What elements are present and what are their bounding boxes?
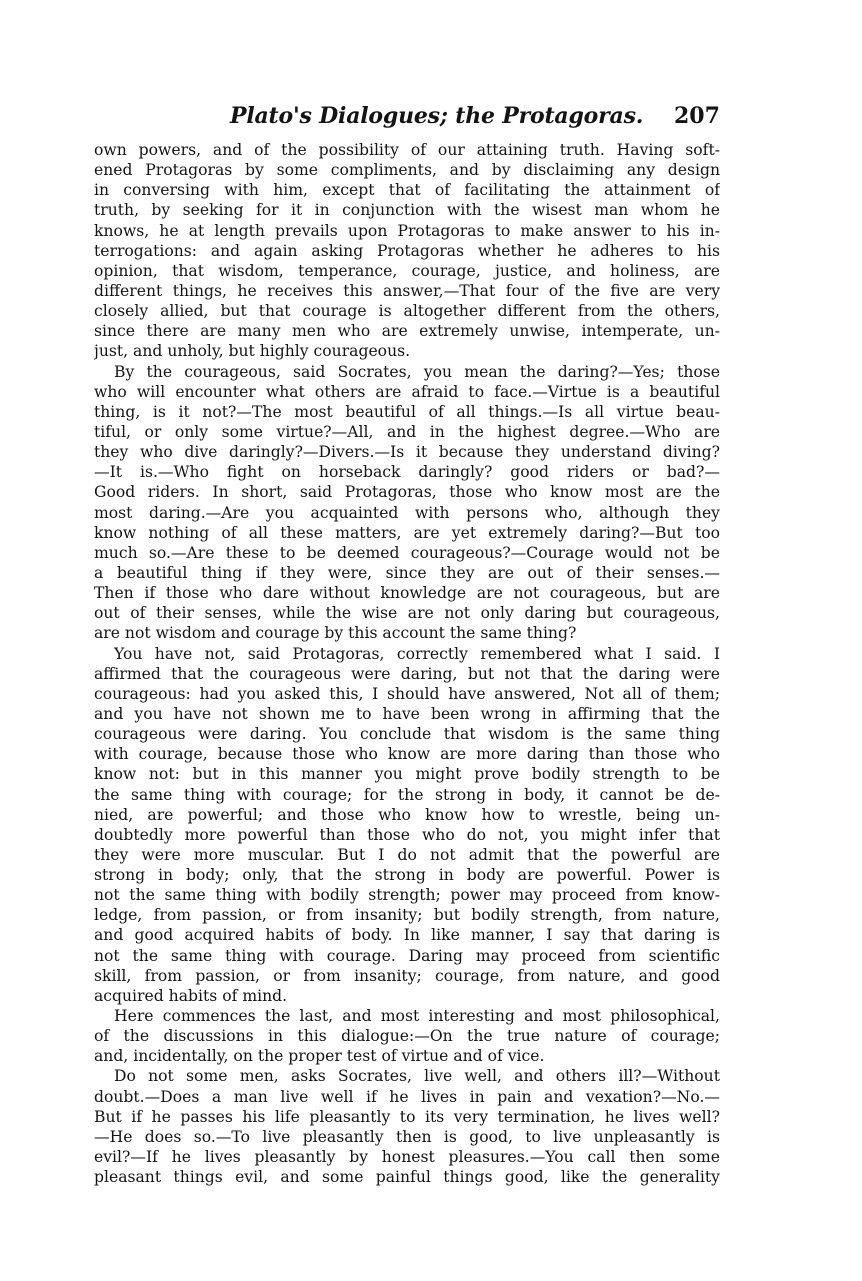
text-line: courageous were daring. You conclude that wisdom is the same thing <box>94 725 720 744</box>
text-line: pleasant things evil, and some painful things good, like the generality <box>94 1168 720 1187</box>
text-line: opinion, that wisdom, temperance, courage, justice, and holiness, are <box>94 261 720 280</box>
text-line: and, incidentally, on the proper test of virtue and of vice. <box>94 1047 545 1066</box>
text-line: strong in body; only, that the strong in body are powerful. Power is <box>94 866 720 885</box>
text-line: acquired habits of mind. <box>94 986 288 1005</box>
text-line: just, and unholy, but highly courageous. <box>94 342 411 361</box>
text-line: Good riders. In short, said Protagoras, those who know most are the <box>94 483 720 502</box>
text-line: Here commences the last, and most interesting and most philosophical, <box>114 1007 720 1026</box>
text-line: skill, from passion, or from insanity; courage, from nature, and good <box>94 966 720 985</box>
text-line: thing, is it not?—The most beautiful of all things.—Is all virtue beau- <box>94 402 720 421</box>
text-line: who will encounter what others are afraid to face.—Virtue is a beautiful <box>94 382 720 401</box>
text-line: of the discussions in this dialogue:—On the true nature of courage; <box>94 1027 720 1046</box>
text-line: closely allied, but that courage is altogether different from the others, <box>94 302 720 321</box>
text-line: But if he passes his life pleasantly to its very termination, he lives well? <box>94 1107 720 1126</box>
text-line: out of their senses, while the wise are not only daring but courageous, <box>94 604 720 623</box>
text-line: with courage, because those who know are more daring than those who <box>94 745 720 764</box>
text-line: they who dive daringly?—Divers.—Is it because they understand diving? <box>94 443 720 462</box>
text-line: Do not some men, asks Socrates, live well, and others ill?—Without <box>114 1067 720 1086</box>
text-line: not the same thing with bodily strength; power may proceed from know- <box>94 886 720 905</box>
text-line: doubt.—Does a man live well if he lives in pain and vexation?—No.— <box>94 1087 720 1106</box>
text-line: in conversing with him, except that of facilitating the attainment of <box>94 181 720 200</box>
text-line: evil?—If he lives pleasantly by honest pleasures.—You call then some <box>94 1148 720 1167</box>
text-line: and good acquired habits of body. In like manner, I say that daring is <box>94 926 720 945</box>
text-line: knows, he at length prevails upon Protagoras to make answer to his in- <box>94 221 720 240</box>
text-line: terrogations: and again asking Protagoras whether he adheres to his <box>94 241 720 260</box>
text-line: most daring.—Are you acquainted with persons who, although they <box>94 503 720 522</box>
text-line: Then if those who dare without knowledge are not courageous, but are <box>94 584 720 603</box>
text-line: truth, by seeking for it in conjunction with the wisest man whom he <box>94 201 720 220</box>
text-line: are not wisdom and courage by this account the same thing? <box>94 624 577 643</box>
text-line: tiful, or only some virtue?—All, and in the highest degree.—Who are <box>94 422 720 441</box>
text-line: —It is.—Who fight on horseback daringly? good riders or bad?— <box>94 463 720 482</box>
text-line: affirmed that the courageous were daring, but not that the daring were <box>94 664 720 683</box>
text-line: nied, are powerful; and those who know how to wrestle, being un- <box>94 805 720 824</box>
text-line: a beautiful thing if they were, since they are out of their senses.— <box>94 563 720 582</box>
text-line: know nothing of all these matters, are yet extremely daring?—But too <box>94 523 720 542</box>
text-line: since there are many men who are extremely unwise, intemperate, un- <box>94 322 720 341</box>
running-title: Plato's Dialogues; the Protagoras. <box>230 103 644 129</box>
text-line: they were more muscular. But I do not admit that the powerful are <box>94 845 720 864</box>
text-line: courageous: had you asked this, I should have answered, Not all of them; <box>94 684 720 703</box>
text-line: not the same thing with courage. Daring may proceed from scientific <box>94 946 720 965</box>
text-line: the same thing with courage; for the strong in body, it cannot be de- <box>94 785 720 804</box>
text-line: ledge, from passion, or from insanity; but bodily strength, from nature, <box>94 906 720 925</box>
text-line: By the courageous, said Socrates, you mean the daring?—Yes; those <box>114 362 720 381</box>
text-line: ened Protagoras by some compliments, and by disclaiming any design <box>94 161 720 180</box>
text-line: own powers, and of the possibility of our attaining truth. Having soft- <box>94 141 720 159</box>
page-number: 207 <box>674 103 720 129</box>
body-text <box>94 140 720 1187</box>
text-line: and you have not shown me to have been wrong in affirming that the <box>94 704 720 723</box>
text-line: —He does so.—To live pleasantly then is good, to live unpleasantly is <box>94 1127 720 1146</box>
text-line: different things, he receives this answer,—That four of the five are very <box>94 281 720 300</box>
text-line: doubtedly more powerful than those who do not, you might infer that <box>94 825 720 844</box>
text-line: You have not, said Protagoras, correctly remembered what I said. I <box>114 644 720 663</box>
text-line: know not: but in this manner you might prove bodily strength to be <box>94 765 720 784</box>
text-line: much so.—Are these to be deemed courageous?—Courage would not be <box>94 543 720 562</box>
